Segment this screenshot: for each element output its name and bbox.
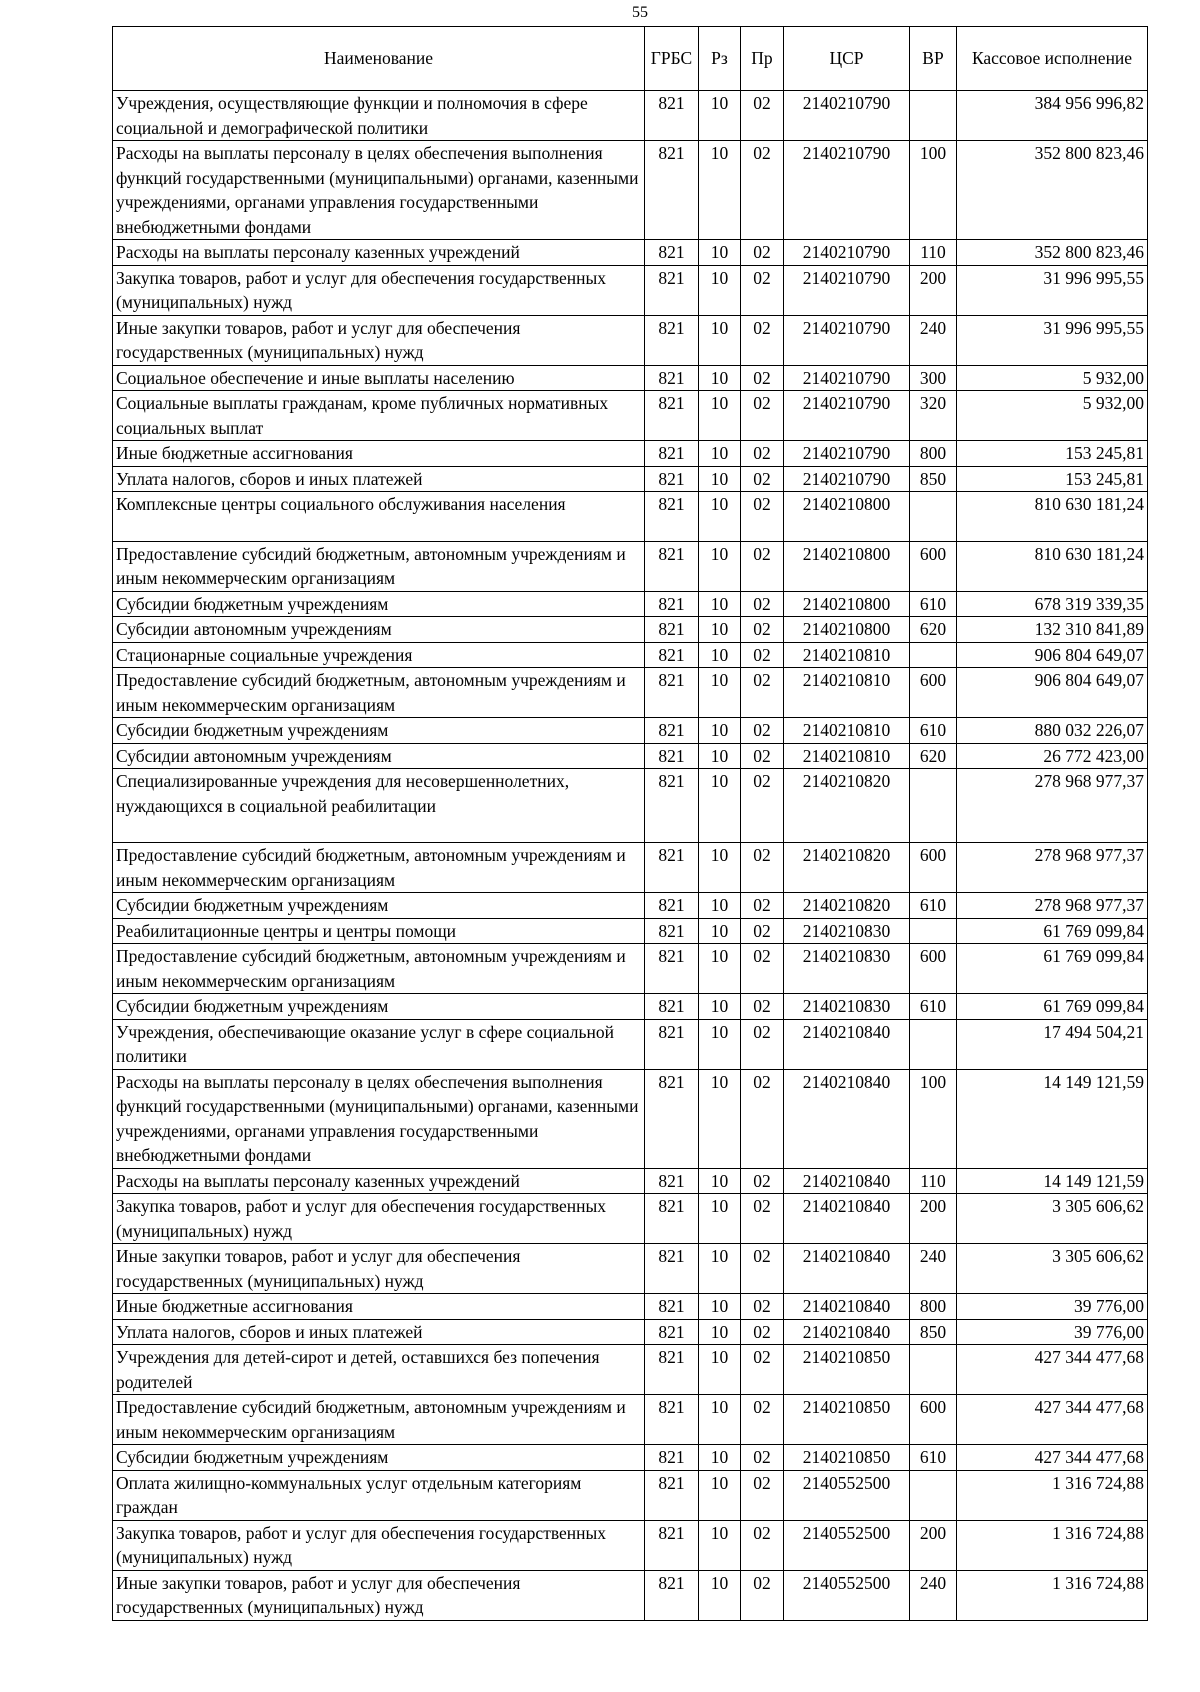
cell-rz: 10 — [699, 743, 741, 769]
cell-csr: 2140210810 — [784, 743, 910, 769]
cell-rz: 10 — [699, 1345, 741, 1395]
cell-rz: 10 — [699, 1470, 741, 1520]
cell-name: Закупка товаров, работ и услуг для обеспечения государственных (муниципальных) нужд — [113, 1194, 645, 1244]
cell-pr: 02 — [741, 541, 784, 591]
cell-csr: 2140210840 — [784, 1319, 910, 1345]
cell-csr: 2140210840 — [784, 1168, 910, 1194]
table-row — [113, 893, 1148, 919]
cell-rz: 10 — [699, 918, 741, 944]
cell-amount: 810 630 181,24 — [957, 492, 1148, 542]
cell-vr: 200 — [910, 1194, 957, 1244]
cell-name: Оплата жилищно-коммунальных услуг отдельным категориям граждан — [113, 1470, 645, 1520]
cell-grbs: 821 — [645, 391, 699, 441]
cell-amount: 1 316 724,88 — [957, 1520, 1148, 1570]
cell-csr: 2140210810 — [784, 718, 910, 744]
cell-rz: 10 — [699, 1244, 741, 1294]
cell-grbs: 821 — [645, 441, 699, 467]
cell-name: Иные закупки товаров, работ и услуг для обеспечения государственных (муниципальных) нужд — [113, 315, 645, 365]
cell-csr: 2140210840 — [784, 1244, 910, 1294]
cell-vr: 600 — [910, 1395, 957, 1445]
cell-csr: 2140210850 — [784, 1445, 910, 1471]
table-row — [113, 1194, 1148, 1244]
cell-pr: 02 — [741, 1470, 784, 1520]
cell-grbs: 821 — [645, 642, 699, 668]
cell-rz: 10 — [699, 769, 741, 843]
cell-csr: 2140210840 — [784, 1194, 910, 1244]
cell-amount: 14 149 121,59 — [957, 1069, 1148, 1168]
cell-csr: 2140210790 — [784, 265, 910, 315]
cell-grbs: 821 — [645, 141, 699, 240]
cell-amount: 810 630 181,24 — [957, 541, 1148, 591]
cell-amount: 278 968 977,37 — [957, 769, 1148, 843]
cell-name: Закупка товаров, работ и услуг для обеспечения государственных (муниципальных) нужд — [113, 265, 645, 315]
table-row — [113, 843, 1148, 893]
cell-name: Субсидии бюджетным учреждениям — [113, 718, 645, 744]
cell-name: Субсидии автономным учреждениям — [113, 617, 645, 643]
cell-pr: 02 — [741, 91, 784, 141]
table-row — [113, 391, 1148, 441]
cell-rz: 10 — [699, 1019, 741, 1069]
table-row — [113, 1069, 1148, 1168]
header-csr: ЦСР — [784, 27, 910, 91]
cell-vr — [910, 492, 957, 542]
cell-pr: 02 — [741, 1294, 784, 1320]
cell-grbs: 821 — [645, 718, 699, 744]
cell-csr: 2140210850 — [784, 1345, 910, 1395]
cell-name: Специализированные учреждения для несовершеннолетних, нуждающихся в социальной реабилитации — [113, 769, 645, 843]
cell-grbs: 821 — [645, 668, 699, 718]
cell-rz: 10 — [699, 1294, 741, 1320]
cell-amount: 61 769 099,84 — [957, 918, 1148, 944]
cell-name: Учреждения, обеспечивающие оказание услуг в сфере социальной политики — [113, 1019, 645, 1069]
cell-pr: 02 — [741, 1570, 784, 1620]
cell-rz: 10 — [699, 1319, 741, 1345]
cell-grbs: 821 — [645, 843, 699, 893]
cell-grbs: 821 — [645, 1319, 699, 1345]
cell-csr: 2140210790 — [784, 441, 910, 467]
header-rz: Рз — [699, 27, 741, 91]
table-row — [113, 441, 1148, 467]
header-vr: ВР — [910, 27, 957, 91]
cell-name: Учреждения для детей-сирот и детей, оставшихся без попечения родителей — [113, 1345, 645, 1395]
cell-vr: 110 — [910, 240, 957, 266]
cell-csr: 2140210790 — [784, 315, 910, 365]
cell-csr: 2140210800 — [784, 617, 910, 643]
cell-name: Расходы на выплаты персоналу в целях обеспечения выполнения функций государственными (муниципальными) органами, казенными учреждениями, органами управления государственными внебюджетными фондами — [113, 1069, 645, 1168]
cell-pr: 02 — [741, 492, 784, 542]
cell-csr: 2140210790 — [784, 365, 910, 391]
cell-pr: 02 — [741, 642, 784, 668]
cell-csr: 2140210800 — [784, 541, 910, 591]
cell-grbs: 821 — [645, 1019, 699, 1069]
cell-pr: 02 — [741, 718, 784, 744]
cell-pr: 02 — [741, 1069, 784, 1168]
cell-pr: 02 — [741, 1168, 784, 1194]
cell-amount: 352 800 823,46 — [957, 141, 1148, 240]
cell-rz: 10 — [699, 668, 741, 718]
cell-rz: 10 — [699, 1194, 741, 1244]
table-row — [113, 141, 1148, 240]
cell-pr: 02 — [741, 1194, 784, 1244]
cell-csr: 2140552500 — [784, 1570, 910, 1620]
cell-vr — [910, 1019, 957, 1069]
cell-csr: 2140210800 — [784, 492, 910, 542]
cell-name: Учреждения, осуществляющие функции и полномочия в сфере социальной и демографической политики — [113, 91, 645, 141]
cell-pr: 02 — [741, 1520, 784, 1570]
cell-pr: 02 — [741, 1445, 784, 1471]
cell-pr: 02 — [741, 1319, 784, 1345]
table-row — [113, 541, 1148, 591]
cell-vr: 800 — [910, 441, 957, 467]
cell-pr: 02 — [741, 617, 784, 643]
cell-grbs: 821 — [645, 1570, 699, 1620]
table-body — [113, 91, 1148, 1621]
cell-amount: 5 932,00 — [957, 391, 1148, 441]
cell-rz: 10 — [699, 265, 741, 315]
table-row — [113, 994, 1148, 1020]
cell-grbs: 821 — [645, 365, 699, 391]
cell-vr: 610 — [910, 718, 957, 744]
cell-name: Субсидии автономным учреждениям — [113, 743, 645, 769]
cell-rz: 10 — [699, 944, 741, 994]
cell-vr: 110 — [910, 1168, 957, 1194]
table-row — [113, 1168, 1148, 1194]
cell-pr: 02 — [741, 315, 784, 365]
cell-grbs: 821 — [645, 265, 699, 315]
cell-csr: 2140210840 — [784, 1294, 910, 1320]
cell-rz: 10 — [699, 1520, 741, 1570]
table-row — [113, 265, 1148, 315]
cell-name: Субсидии бюджетным учреждениям — [113, 994, 645, 1020]
cell-grbs: 821 — [645, 617, 699, 643]
cell-amount: 1 316 724,88 — [957, 1470, 1148, 1520]
table-row — [113, 1395, 1148, 1445]
cell-name: Субсидии бюджетным учреждениям — [113, 893, 645, 919]
cell-amount: 278 968 977,37 — [957, 843, 1148, 893]
cell-grbs: 821 — [645, 492, 699, 542]
cell-name: Закупка товаров, работ и услуг для обеспечения государственных (муниципальных) нужд — [113, 1520, 645, 1570]
cell-vr: 240 — [910, 1244, 957, 1294]
cell-amount: 14 149 121,59 — [957, 1168, 1148, 1194]
cell-rz: 10 — [699, 591, 741, 617]
cell-vr: 300 — [910, 365, 957, 391]
cell-vr: 850 — [910, 466, 957, 492]
cell-grbs: 821 — [645, 591, 699, 617]
cell-pr: 02 — [741, 1019, 784, 1069]
cell-pr: 02 — [741, 944, 784, 994]
cell-vr — [910, 918, 957, 944]
cell-vr — [910, 1345, 957, 1395]
page-number: 55 — [632, 4, 648, 21]
cell-grbs: 821 — [645, 994, 699, 1020]
cell-grbs: 821 — [645, 1244, 699, 1294]
cell-pr: 02 — [741, 240, 784, 266]
cell-amount: 5 932,00 — [957, 365, 1148, 391]
cell-vr — [910, 1470, 957, 1520]
cell-name: Предоставление субсидий бюджетным, автономным учреждениям и иным некоммерческим организациям — [113, 541, 645, 591]
header-name: Наименование — [113, 27, 645, 91]
header-grbs: ГРБС — [645, 27, 699, 91]
cell-pr: 02 — [741, 918, 784, 944]
cell-pr: 02 — [741, 1345, 784, 1395]
cell-grbs: 821 — [645, 1294, 699, 1320]
table-row — [113, 466, 1148, 492]
cell-amount: 153 245,81 — [957, 441, 1148, 467]
cell-grbs: 821 — [645, 91, 699, 141]
cell-grbs: 821 — [645, 1445, 699, 1471]
cell-vr: 600 — [910, 944, 957, 994]
cell-csr: 2140210790 — [784, 391, 910, 441]
cell-vr: 610 — [910, 994, 957, 1020]
cell-grbs: 821 — [645, 1168, 699, 1194]
cell-name: Стационарные социальные учреждения — [113, 642, 645, 668]
header-pr: Пр — [741, 27, 784, 91]
cell-name: Расходы на выплаты персоналу в целях обеспечения выполнения функций государственными (муниципальными) органами, казенными учреждениями, органами управления государственными внебюджетными фондами — [113, 141, 645, 240]
cell-csr: 2140210830 — [784, 994, 910, 1020]
cell-rz: 10 — [699, 1395, 741, 1445]
cell-grbs: 821 — [645, 315, 699, 365]
cell-rz: 10 — [699, 492, 741, 542]
cell-pr: 02 — [741, 1244, 784, 1294]
cell-grbs: 821 — [645, 1345, 699, 1395]
table-row — [113, 743, 1148, 769]
cell-csr: 2140210790 — [784, 466, 910, 492]
table-row — [113, 492, 1148, 542]
table-row — [113, 769, 1148, 843]
cell-amount: 132 310 841,89 — [957, 617, 1148, 643]
cell-name: Предоставление субсидий бюджетным, автономным учреждениям и иным некоммерческим организациям — [113, 843, 645, 893]
cell-vr: 800 — [910, 1294, 957, 1320]
cell-pr: 02 — [741, 141, 784, 240]
table-row — [113, 1570, 1148, 1620]
cell-pr: 02 — [741, 769, 784, 843]
cell-name: Иные бюджетные ассигнования — [113, 1294, 645, 1320]
cell-amount: 3 305 606,62 — [957, 1244, 1148, 1294]
table-row — [113, 944, 1148, 994]
table-row — [113, 1470, 1148, 1520]
cell-grbs: 821 — [645, 240, 699, 266]
cell-rz: 10 — [699, 240, 741, 266]
cell-amount: 906 804 649,07 — [957, 668, 1148, 718]
cell-name: Иные бюджетные ассигнования — [113, 441, 645, 467]
cell-rz: 10 — [699, 466, 741, 492]
cell-vr: 100 — [910, 1069, 957, 1168]
table-row — [113, 91, 1148, 141]
table-row — [113, 1319, 1148, 1345]
cell-name: Расходы на выплаты персоналу казенных учреждений — [113, 1168, 645, 1194]
cell-csr: 2140210830 — [784, 944, 910, 994]
cell-grbs: 821 — [645, 1194, 699, 1244]
cell-name: Субсидии бюджетным учреждениям — [113, 591, 645, 617]
cell-amount: 39 776,00 — [957, 1294, 1148, 1320]
cell-pr: 02 — [741, 441, 784, 467]
cell-csr: 2140552500 — [784, 1520, 910, 1570]
cell-grbs: 821 — [645, 541, 699, 591]
cell-amount: 61 769 099,84 — [957, 994, 1148, 1020]
cell-name: Реабилитационные центры и центры помощи — [113, 918, 645, 944]
cell-rz: 10 — [699, 391, 741, 441]
cell-rz: 10 — [699, 1168, 741, 1194]
cell-csr: 2140210830 — [784, 918, 910, 944]
table-row — [113, 1445, 1148, 1471]
cell-rz: 10 — [699, 843, 741, 893]
cell-csr: 2140210790 — [784, 141, 910, 240]
cell-csr: 2140210850 — [784, 1395, 910, 1445]
cell-amount: 678 319 339,35 — [957, 591, 1148, 617]
cell-name: Предоставление субсидий бюджетным, автономным учреждениям и иным некоммерческим организациям — [113, 944, 645, 994]
cell-grbs: 821 — [645, 769, 699, 843]
cell-name: Уплата налогов, сборов и иных платежей — [113, 1319, 645, 1345]
cell-name: Предоставление субсидий бюджетным, автономным учреждениям и иным некоммерческим организациям — [113, 668, 645, 718]
table-header-row — [113, 27, 1148, 91]
cell-grbs: 821 — [645, 1069, 699, 1168]
cell-csr: 2140210800 — [784, 591, 910, 617]
cell-csr: 2140210840 — [784, 1069, 910, 1168]
cell-vr: 200 — [910, 1520, 957, 1570]
cell-vr: 620 — [910, 617, 957, 643]
cell-amount: 31 996 995,55 — [957, 265, 1148, 315]
cell-csr: 2140210810 — [784, 668, 910, 718]
cell-csr: 2140210820 — [784, 769, 910, 843]
cell-vr: 600 — [910, 668, 957, 718]
cell-rz: 10 — [699, 315, 741, 365]
cell-csr: 2140210840 — [784, 1019, 910, 1069]
table-row — [113, 591, 1148, 617]
cell-rz: 10 — [699, 718, 741, 744]
cell-vr: 850 — [910, 1319, 957, 1345]
cell-rz: 10 — [699, 617, 741, 643]
cell-amount: 278 968 977,37 — [957, 893, 1148, 919]
table-row — [113, 315, 1148, 365]
cell-amount: 1 316 724,88 — [957, 1570, 1148, 1620]
cell-amount: 26 772 423,00 — [957, 743, 1148, 769]
cell-vr: 610 — [910, 1445, 957, 1471]
table-row — [113, 918, 1148, 944]
cell-vr: 240 — [910, 1570, 957, 1620]
cell-pr: 02 — [741, 994, 784, 1020]
table-row — [113, 1244, 1148, 1294]
cell-rz: 10 — [699, 642, 741, 668]
cell-amount: 880 032 226,07 — [957, 718, 1148, 744]
cell-grbs: 821 — [645, 1395, 699, 1445]
cell-vr: 320 — [910, 391, 957, 441]
cell-vr: 200 — [910, 265, 957, 315]
cell-grbs: 821 — [645, 466, 699, 492]
cell-pr: 02 — [741, 1395, 784, 1445]
cell-name: Социальные выплаты гражданам, кроме публичных нормативных социальных выплат — [113, 391, 645, 441]
cell-rz: 10 — [699, 91, 741, 141]
cell-rz: 10 — [699, 141, 741, 240]
cell-amount: 3 305 606,62 — [957, 1194, 1148, 1244]
table-row — [113, 1019, 1148, 1069]
cell-pr: 02 — [741, 843, 784, 893]
cell-rz: 10 — [699, 1570, 741, 1620]
cell-csr: 2140210790 — [784, 91, 910, 141]
cell-name: Предоставление субсидий бюджетным, автономным учреждениям и иным некоммерческим организациям — [113, 1395, 645, 1445]
table-row — [113, 240, 1148, 266]
cell-grbs: 821 — [645, 918, 699, 944]
cell-pr: 02 — [741, 743, 784, 769]
cell-amount: 61 769 099,84 — [957, 944, 1148, 994]
budget-execution-table — [112, 26, 1148, 1621]
cell-vr: 100 — [910, 141, 957, 240]
cell-pr: 02 — [741, 391, 784, 441]
cell-csr: 2140210820 — [784, 893, 910, 919]
cell-csr: 2140210820 — [784, 843, 910, 893]
cell-amount: 906 804 649,07 — [957, 642, 1148, 668]
table-row — [113, 365, 1148, 391]
cell-vr: 240 — [910, 315, 957, 365]
cell-rz: 10 — [699, 994, 741, 1020]
cell-pr: 02 — [741, 668, 784, 718]
cell-name: Субсидии бюджетным учреждениям — [113, 1445, 645, 1471]
table-row — [113, 668, 1148, 718]
cell-amount: 427 344 477,68 — [957, 1445, 1148, 1471]
cell-amount: 352 800 823,46 — [957, 240, 1148, 266]
cell-grbs: 821 — [645, 893, 699, 919]
cell-vr: 610 — [910, 591, 957, 617]
cell-pr: 02 — [741, 365, 784, 391]
cell-vr — [910, 769, 957, 843]
cell-vr — [910, 642, 957, 668]
cell-pr: 02 — [741, 466, 784, 492]
cell-amount: 153 245,81 — [957, 466, 1148, 492]
cell-amount: 31 996 995,55 — [957, 315, 1148, 365]
cell-vr — [910, 91, 957, 141]
cell-rz: 10 — [699, 1445, 741, 1471]
cell-grbs: 821 — [645, 1470, 699, 1520]
cell-vr: 600 — [910, 843, 957, 893]
cell-name: Иные закупки товаров, работ и услуг для обеспечения государственных (муниципальных) нужд — [113, 1570, 645, 1620]
cell-rz: 10 — [699, 365, 741, 391]
cell-name: Расходы на выплаты персоналу казенных учреждений — [113, 240, 645, 266]
table-row — [113, 1294, 1148, 1320]
table-row — [113, 1345, 1148, 1395]
cell-amount: 384 956 996,82 — [957, 91, 1148, 141]
cell-grbs: 821 — [645, 944, 699, 994]
cell-vr: 600 — [910, 541, 957, 591]
header-amount: Кассовое исполнение — [957, 27, 1148, 91]
cell-name: Социальное обеспечение и иные выплаты населению — [113, 365, 645, 391]
cell-rz: 10 — [699, 541, 741, 591]
cell-name: Комплексные центры социального обслуживания населения — [113, 492, 645, 542]
cell-rz: 10 — [699, 893, 741, 919]
table-row — [113, 617, 1148, 643]
table-row — [113, 642, 1148, 668]
cell-csr: 2140210790 — [784, 240, 910, 266]
cell-name: Уплата налогов, сборов и иных платежей — [113, 466, 645, 492]
cell-grbs: 821 — [645, 1520, 699, 1570]
cell-pr: 02 — [741, 265, 784, 315]
cell-pr: 02 — [741, 591, 784, 617]
table-row — [113, 718, 1148, 744]
table-row — [113, 1520, 1148, 1570]
cell-pr: 02 — [741, 893, 784, 919]
cell-grbs: 821 — [645, 743, 699, 769]
cell-amount: 39 776,00 — [957, 1319, 1148, 1345]
cell-csr: 2140210810 — [784, 642, 910, 668]
cell-name: Иные закупки товаров, работ и услуг для обеспечения государственных (муниципальных) нужд — [113, 1244, 645, 1294]
cell-amount: 17 494 504,21 — [957, 1019, 1148, 1069]
cell-vr: 620 — [910, 743, 957, 769]
cell-amount: 427 344 477,68 — [957, 1345, 1148, 1395]
cell-rz: 10 — [699, 441, 741, 467]
cell-vr: 610 — [910, 893, 957, 919]
cell-csr: 2140552500 — [784, 1470, 910, 1520]
cell-rz: 10 — [699, 1069, 741, 1168]
cell-amount: 427 344 477,68 — [957, 1395, 1148, 1445]
